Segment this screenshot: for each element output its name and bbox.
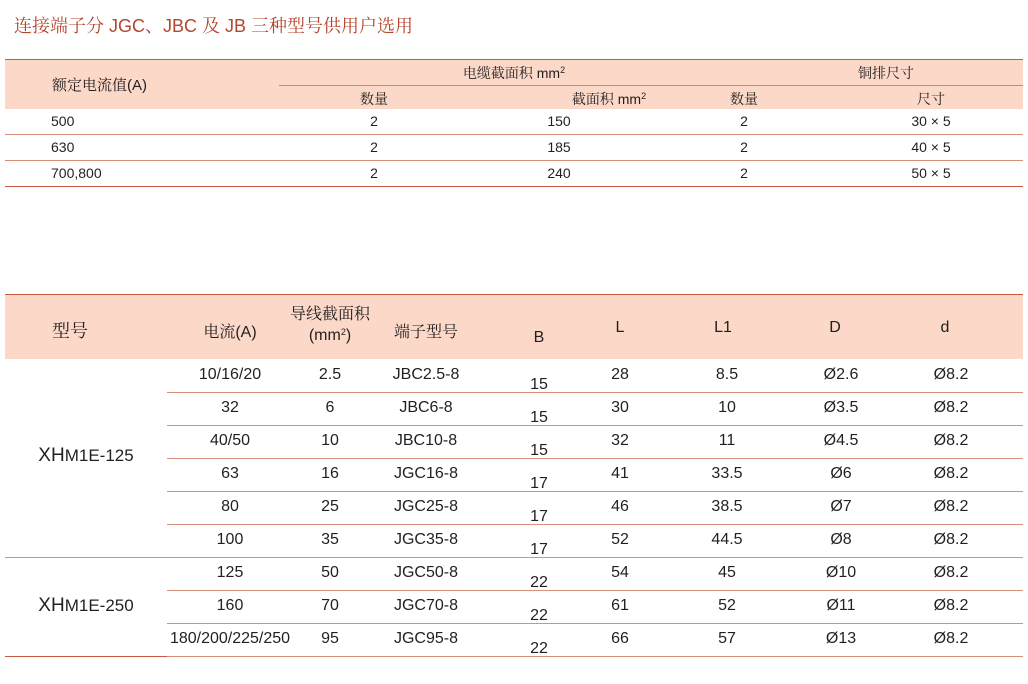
table-row	[167, 491, 1023, 525]
terminal-model-cell: JGC16-8	[393, 465, 459, 482]
terminal-model-cell: JGC25-8	[393, 498, 459, 515]
l-cell: 41	[611, 465, 629, 482]
current-cell: 32	[221, 399, 239, 416]
terminal-model-cell: JGC70-8	[393, 597, 459, 614]
model-label	[5, 595, 167, 617]
l-cell: 46	[611, 498, 629, 515]
terminal-model-cell: JGC35-8	[393, 531, 459, 548]
l-cell: 66	[611, 630, 629, 647]
table-row	[167, 425, 1023, 459]
table-row	[5, 135, 1023, 161]
table-row	[167, 557, 1023, 591]
terminal-model-header: 端子型号	[393, 324, 458, 341]
hole-diameter-cell: Ø8.2	[933, 564, 969, 581]
wire-area-cell: 6	[325, 399, 335, 416]
table-row	[167, 359, 1023, 393]
l1-cell: 11	[718, 432, 736, 449]
current-cell: 100	[216, 531, 244, 548]
wire-area-header-line2: (mm	[308, 327, 341, 344]
terminal-model-cell: JBC2.5-8	[392, 366, 460, 383]
l1-cell: 38.5	[711, 498, 743, 515]
table-header	[5, 294, 1023, 359]
l1-cell: 57	[718, 630, 736, 647]
model-suffix: M1E-125	[64, 446, 134, 465]
outer-diameter-header: D	[829, 319, 841, 336]
outer-diameter-cell: Ø4.5	[823, 432, 859, 449]
l-cell: 61	[611, 597, 629, 614]
table-header	[5, 59, 1023, 109]
current-cell: 80	[221, 498, 239, 515]
current-cell: 63	[221, 465, 239, 482]
superscript: 2	[560, 65, 566, 75]
b-cell: 22	[530, 607, 548, 624]
outer-diameter-cell: Ø8	[830, 531, 852, 548]
l-cell: 54	[611, 564, 629, 581]
l1-header: L1	[714, 319, 732, 336]
l1-cell: 8.5	[715, 366, 739, 383]
terminal-model-cell: JBC10-8	[394, 432, 458, 449]
superscript: 2	[340, 327, 346, 337]
l-cell: 28	[611, 366, 629, 383]
wire-area-cell: 70	[321, 597, 339, 614]
b-cell: 15	[530, 376, 548, 393]
current-cell: 180/200/225/250	[169, 630, 291, 647]
rated-current-header: 额定电流值(A)	[52, 77, 147, 94]
wire-area-cell: 10	[321, 432, 339, 449]
cable-count-cell: 2	[370, 165, 378, 181]
busbar-count-header: 数量	[730, 91, 758, 107]
busbar-size-cell: 40 × 5	[911, 139, 951, 155]
cable-count-cell: 2	[370, 139, 378, 155]
model-header: 型号	[52, 321, 88, 341]
b-cell: 22	[530, 640, 548, 657]
hole-diameter-cell: Ø8.2	[933, 597, 969, 614]
current-cell: 160	[216, 597, 244, 614]
wire-area-cell: 35	[321, 531, 339, 548]
outer-diameter-cell: Ø10	[825, 564, 857, 581]
busbar-size-header: 尺寸	[917, 91, 945, 107]
cable-area-group-label: 电缆截面积 mm	[462, 65, 561, 81]
busbar-count-cell: 2	[740, 165, 748, 181]
l1-cell: 45	[718, 564, 736, 581]
l-header: L	[615, 319, 625, 336]
model-prefix: XH	[38, 595, 65, 616]
terminal-model-table	[5, 294, 1023, 657]
wire-area-cell: 50	[321, 564, 339, 581]
hole-diameter-cell: Ø8.2	[933, 399, 969, 416]
rated-current-table	[5, 59, 1023, 187]
hole-diameter-cell: Ø8.2	[933, 432, 969, 449]
cable-area-cell: 150	[547, 113, 571, 129]
table-row	[5, 161, 1023, 187]
b-header: B	[533, 329, 545, 346]
cable-area-cell: 185	[547, 139, 571, 155]
l1-cell: 10	[718, 399, 736, 416]
cable-count-cell: 2	[370, 113, 378, 129]
l-cell: 30	[611, 399, 629, 416]
model-prefix: XH	[38, 445, 65, 466]
current-cell: 125	[216, 564, 244, 581]
b-cell: 17	[530, 475, 548, 492]
current-cell: 40/50	[209, 432, 251, 449]
rated-current-cell: 630	[51, 139, 75, 155]
wire-area-cell: 2.5	[318, 366, 342, 383]
model-label	[5, 445, 167, 467]
l-cell: 32	[611, 432, 629, 449]
outer-diameter-cell: Ø11	[826, 597, 856, 614]
outer-diameter-cell: Ø6	[830, 465, 852, 482]
table-row	[167, 590, 1023, 624]
b-cell: 22	[530, 574, 548, 591]
wire-area-header-close: )	[345, 327, 352, 344]
hole-diameter-cell: Ø8.2	[933, 531, 969, 548]
busbar-size-group-header: 铜排尺寸	[858, 65, 914, 81]
busbar-count-cell: 2	[740, 139, 748, 155]
l-cell: 52	[611, 531, 629, 548]
superscript: 2	[641, 91, 647, 101]
wire-area-cell: 95	[321, 630, 339, 647]
header-divider	[279, 85, 1023, 86]
terminal-model-cell: JBC6-8	[399, 399, 453, 416]
cable-area-cell: 240	[547, 165, 571, 181]
table-row	[167, 458, 1023, 492]
hole-diameter-cell: Ø8.2	[933, 366, 969, 383]
group-divider	[5, 557, 167, 558]
wire-area-header	[280, 304, 380, 346]
hole-diameter-header: d	[940, 319, 950, 336]
terminal-model-cell: JGC50-8	[393, 564, 459, 581]
wire-area-cell: 16	[321, 465, 339, 482]
outer-diameter-cell: Ø7	[830, 498, 852, 515]
hole-diameter-cell: Ø8.2	[933, 498, 969, 515]
page-title: 连接端子分 JGC、JBC 及 JB 三种型号供用户选用	[14, 16, 414, 36]
rated-current-cell: 700,800	[51, 165, 102, 181]
l1-cell: 52	[718, 597, 736, 614]
busbar-size-cell: 50 × 5	[911, 165, 951, 181]
current-header: 电流(A)	[203, 324, 257, 341]
busbar-count-cell: 2	[740, 113, 748, 129]
table-row	[167, 524, 1023, 558]
hole-diameter-cell: Ø8.2	[933, 630, 969, 647]
cable-count-header: 数量	[360, 91, 388, 107]
current-cell: 10/16/20	[198, 366, 262, 383]
b-cell: 17	[530, 508, 548, 525]
terminal-model-cell: JGC95-8	[393, 630, 459, 647]
cable-area-group-header	[279, 63, 749, 83]
b-cell: 17	[530, 541, 548, 558]
hole-diameter-cell: Ø8.2	[933, 465, 969, 482]
table-row	[167, 623, 1023, 657]
wire-area-cell: 25	[321, 498, 339, 515]
wire-area-header-line1: 导线截面积	[289, 306, 370, 323]
table-row	[5, 109, 1023, 135]
cable-area-label: 截面积 mm	[571, 91, 642, 107]
outer-diameter-cell: Ø3.5	[823, 399, 859, 416]
b-cell: 15	[530, 442, 548, 459]
b-cell: 15	[530, 409, 548, 426]
l1-cell: 33.5	[711, 465, 743, 482]
l1-cell: 44.5	[711, 531, 743, 548]
rated-current-cell: 500	[51, 113, 75, 129]
model-suffix: M1E-250	[64, 596, 134, 615]
table-row	[167, 392, 1023, 426]
busbar-size-cell: 30 × 5	[911, 113, 951, 129]
outer-diameter-cell: Ø2.6	[823, 366, 859, 383]
outer-diameter-cell: Ø13	[825, 630, 857, 647]
